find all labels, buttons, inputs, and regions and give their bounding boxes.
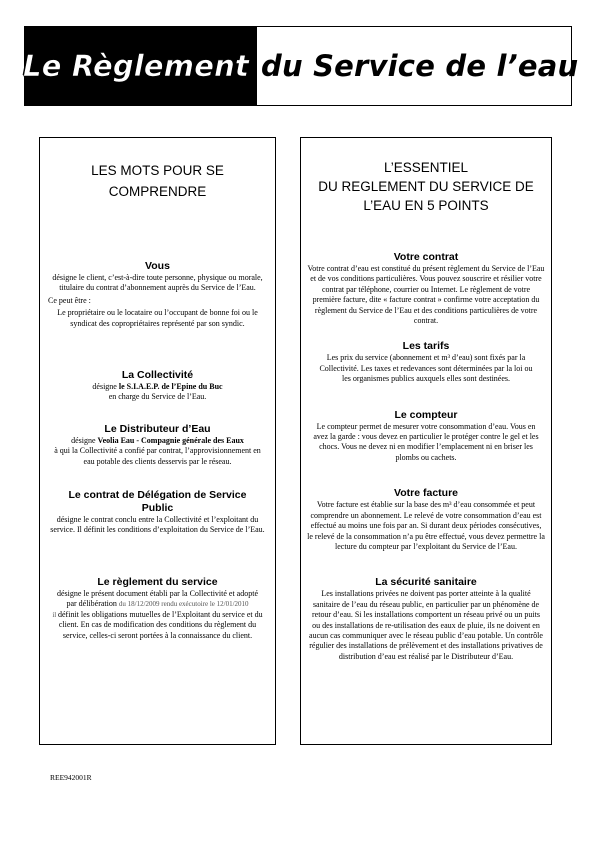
point-securite-body: Les installations privées ne doivent pas porter atteinte à la qualité sanitaire de l’eau du réseau public, en particulier par un phénomène de retour d’eau. Si les installations comportent un réseau privé ou un puits ou des installations de re-utilisation des eaux de pluie, ils ne doivent en aucun cas communiquer avec le réseau public d’eau potable. Un contrôle régulier des installations de prélèvement et des installations privatives de distribution d’eau est réalisé par le Distributeur d’Eau. — [309, 589, 543, 661]
distributeur-pre: désigne — [71, 435, 98, 445]
section-distributeur — [40, 423, 275, 467]
point-facture-title: Votre facture — [394, 487, 458, 500]
essentials-heading-line-1: L’ESSENTIEL — [383, 160, 469, 175]
title-part-1: Le Règlement — [23, 49, 249, 83]
point-compteur-title: Le compteur — [394, 408, 458, 421]
section-contrat-body: désigne le contrat conclu entre la Collectivité et l’exploitant du service. Il définit les conditions d’exploitation du Service de l’Eau. — [50, 515, 265, 535]
section-vous-body-2: Le propriétaire ou le locataire ou l’occupant de bonne foi ou le syndicat des copropriétaires représenté par son syndic. — [57, 308, 258, 328]
section-reglement-title: Le règlement du service — [97, 575, 218, 588]
title-banner — [23, 26, 579, 106]
section-collectivite-title: La Collectivité — [121, 369, 194, 382]
section-collectivite-body — [40, 382, 275, 403]
section-vous — [40, 260, 275, 329]
section-contrat-delegation — [40, 489, 275, 536]
point-securite-title: La sécurité sanitaire — [375, 576, 477, 589]
definitions-heading: LES MOTS POUR SE COMPRENDRE — [91, 163, 224, 199]
section-vous-title: Vous — [145, 260, 170, 272]
point-compteur-body: Le compteur permet de mesurer votre consommation d’eau. Vous en avez la garde : vous devez en particulier le protéger contre le gel et les chocs. Vous ne devez ni en modifier l’emplacement ni en briser les plombs ou cachets. — [313, 421, 539, 462]
collectivite-pre: désigne — [92, 382, 119, 392]
point-contrat-body: Votre contrat d’eau est constitué du présent règlement du Service de l’Eau et de vos conditions particulières. Vous pouvez souscrire et résilier votre contrat par téléphone, courrier ou Internet. Le règlement de votre première facture, dite « facture contrat » confirme votre acceptation du règlement du Service de l’Eau et des conditions particulières de votre contrat. — [307, 264, 545, 326]
distributeur-name: Veolia Eau - Compagnie générale des Eaux — [97, 435, 244, 445]
point-facture-body: Votre facture est établie sur la base des m³ d’eau consommée et peut comprendre un abonnement. Le relevé de votre consommation d’eau est effectué au moins une fois par an. Si durant deux périodes consécutives, le relevé de la consommation n’a pu être effectué, vous devez permettre la lecture du compteur par l’exploitant du Service de l’Eau. — [307, 500, 545, 551]
point-tarifs-title: Les tarifs — [402, 340, 450, 353]
point-compteur — [301, 409, 551, 464]
point-contrat — [301, 251, 551, 326]
point-facture — [301, 487, 551, 552]
reglement-rest: définit les obligations mutuelles de l’Exploitant du service et du client. En cas de modification des conditions du règlement du service, celles-ci seront portées à la connaissance du client. — [58, 609, 263, 640]
title-part-2: du Service de l’eau — [261, 49, 579, 83]
essentials-column — [300, 137, 552, 745]
point-contrat-title: Votre contrat — [393, 251, 459, 263]
document-reference-code: REE942001R — [50, 773, 92, 782]
section-collectivite — [40, 369, 275, 403]
title-white-panel — [257, 27, 578, 105]
point-tarifs-body: Les prix du service (abonnement et m³ d’eau) sont fixés par la Collectivité. Les taxes et redevances sont déterminées par la loi ou les organismes publics auxquels elles sont destinées. — [319, 353, 533, 384]
definitions-column — [39, 137, 276, 745]
section-reglement — [40, 576, 275, 641]
section-reglement-body — [40, 589, 275, 641]
reglement-line-1: désigne le présent document établi par la Collectivité et adopté — [56, 588, 259, 598]
collectivite-post: en charge du Service de l’Eau. — [108, 392, 207, 402]
essentials-heading-line-2: DU REGLEMENT DU SERVICE DE — [318, 179, 534, 194]
section-distributeur-title: Le Distributeur d’Eau — [104, 422, 211, 435]
section-contrat-title: Le contrat de Délégation de Service Public — [68, 489, 247, 515]
reglement-il: il — [52, 610, 58, 619]
reglement-dates: du 18/12/2009 rendu exécutoire le 12/01/2010 — [118, 600, 249, 609]
essentials-heading — [301, 158, 551, 215]
essentials-heading-line-3: L’EAU EN 5 POINTS — [363, 198, 489, 213]
section-distributeur-body — [40, 436, 275, 467]
section-vous-label: Ce peut être : — [48, 295, 91, 305]
collectivite-name: le S.I.A.E.P. de l’Epine du Buc — [118, 382, 223, 392]
point-tarifs — [301, 340, 551, 384]
reglement-pre-2: par délibération — [66, 599, 119, 609]
distributeur-post: à qui la Collectivité a confié par contrat, l’approvisionnement en eau potable des clients desservis par le réseau. — [54, 446, 261, 466]
section-vous-body: désigne le client, c’est-à-dire toute personne, physique ou morale, titulaire du contrat d’abonnement auprès du Service de l’Eau. — [52, 273, 263, 293]
point-securite — [301, 576, 551, 662]
title-black-panel — [25, 27, 257, 105]
